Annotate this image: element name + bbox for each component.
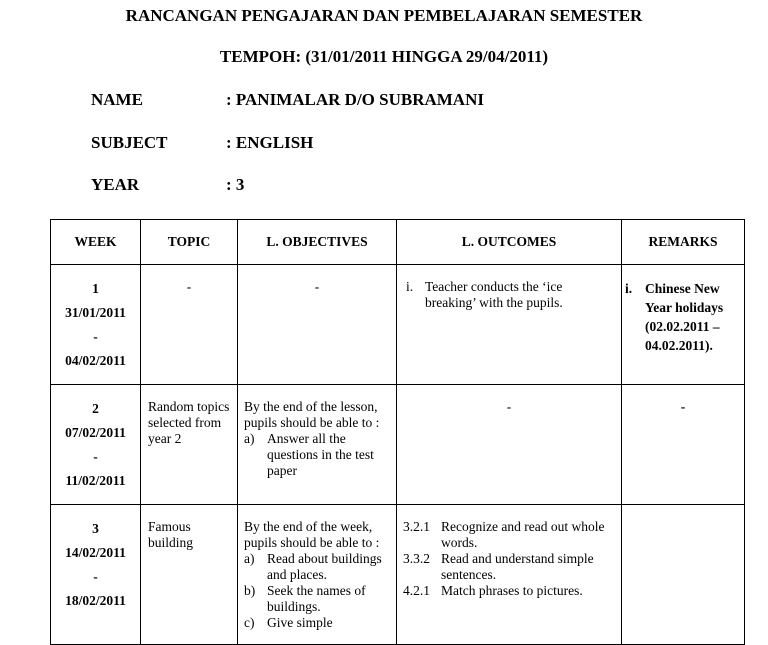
week-date-separator: - <box>93 449 98 464</box>
name-value: : PANIMALAR D/O SUBRAMANI <box>226 90 484 109</box>
objective-text: Seek the names of buildings. <box>267 583 366 614</box>
header-remarks: REMARKS <box>622 220 745 265</box>
remarks-cell <box>622 505 745 645</box>
outcomes-cell <box>397 265 622 385</box>
list-item <box>244 615 391 631</box>
outcomes-cell <box>397 505 622 645</box>
objectives-list <box>244 431 391 479</box>
table-row <box>51 265 745 385</box>
objectives-cell <box>238 385 397 505</box>
table-row <box>51 505 745 645</box>
objective-marker: a) <box>244 431 255 446</box>
week-date-separator: - <box>93 329 98 344</box>
objective-text: Answer all the questions in the test paper <box>267 431 374 478</box>
outcome-text: Recognize and read out whole words. <box>441 519 605 550</box>
week-start-date: 14/02/2011 <box>65 545 126 560</box>
year-value: : 3 <box>226 175 245 194</box>
objectives-cell: - <box>238 265 397 385</box>
objective-marker: a) <box>244 551 255 566</box>
lesson-plan-table <box>50 219 745 645</box>
list-item <box>403 583 615 599</box>
header-week: WEEK <box>51 220 141 265</box>
list-item <box>403 519 615 551</box>
remark-text: Chinese New Year holidays (02.02.2011 – 04.02.2011). <box>645 281 724 353</box>
header-topic: TOPIC <box>141 220 238 265</box>
objective-marker: c) <box>244 615 255 630</box>
outcome-text: Teacher conducts the ‘ice breaking’ with the pupils. <box>425 279 563 310</box>
period-title: TEMPOH: (31/01/2011 HINGGA 29/04/2011) <box>219 47 549 66</box>
outcome-code: 3.2.1 <box>403 519 430 534</box>
topic-cell: Random topics selected from year 2 <box>141 385 238 505</box>
header-outcomes: L. OUTCOMES <box>397 220 622 265</box>
objectives-list <box>244 551 391 631</box>
week-number: 3 <box>92 521 99 536</box>
list-item <box>244 583 391 615</box>
week-end-date: 11/02/2011 <box>65 473 126 488</box>
remark-marker: i. <box>625 281 633 296</box>
year-label: YEAR <box>91 175 140 194</box>
week-cell <box>51 385 141 505</box>
objective-text: Read about buildings and places. <box>267 551 382 582</box>
outcome-text: Match phrases to pictures. <box>441 583 583 598</box>
topic-cell: Famous building <box>141 505 238 645</box>
name-label: NAME <box>91 90 143 109</box>
outcome-marker: i. <box>406 279 414 294</box>
week-date-separator: - <box>93 569 98 584</box>
objectives-intro: By the end of the lesson, pupils should be able to : <box>244 399 380 430</box>
remarks-cell: - <box>622 385 745 505</box>
week-start-date: 07/02/2011 <box>65 425 126 440</box>
topic-cell: - <box>141 265 238 385</box>
outcome-text: Read and understand simple sentences. <box>441 551 594 582</box>
week-end-date: 18/02/2011 <box>65 593 126 608</box>
outcomes-cell: - <box>397 385 622 505</box>
week-number: 2 <box>92 401 99 416</box>
objectives-cell <box>238 505 397 645</box>
week-end-date: 04/02/2011 <box>65 353 126 368</box>
table-row <box>51 385 745 505</box>
subject-value: : ENGLISH <box>226 133 314 152</box>
week-cell <box>51 265 141 385</box>
week-start-date: 31/01/2011 <box>65 305 126 320</box>
document-title: RANCANGAN PENGAJARAN DAN PEMBELAJARAN SEMESTER <box>125 6 643 25</box>
remarks-cell <box>622 265 745 385</box>
subject-label: SUBJECT <box>91 133 168 152</box>
objective-marker: b) <box>244 583 256 598</box>
list-item <box>244 431 391 479</box>
objectives-intro: By the end of the week, pupils should be able to : <box>244 519 380 550</box>
week-number: 1 <box>92 281 99 296</box>
outcome-code: 4.2.1 <box>403 583 430 598</box>
table-header-row <box>51 220 745 265</box>
week-cell <box>51 505 141 645</box>
list-item <box>403 551 615 583</box>
outcome-code: 3.3.2 <box>403 551 430 566</box>
header-objectives: L. OBJECTIVES <box>238 220 397 265</box>
objective-text: Give simple <box>267 615 333 630</box>
list-item <box>244 551 391 583</box>
